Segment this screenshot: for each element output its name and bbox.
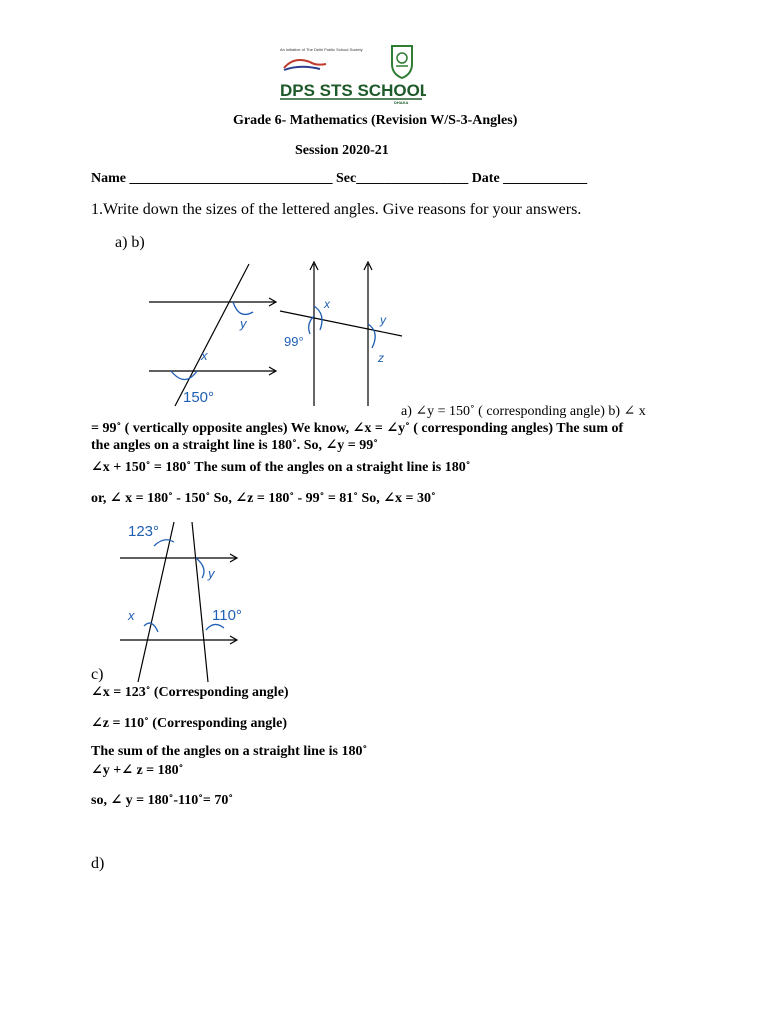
- figure-b-label-y: y: [380, 313, 386, 327]
- part-c-label: c): [91, 666, 104, 683]
- school-logo: [276, 42, 426, 104]
- figure-b-label-z: z: [378, 351, 384, 365]
- figure-b-diagram: [278, 258, 403, 410]
- answer-line-4: ∠x + 150˚ = 180˚ The sum of the angles on a straight line is 180˚: [91, 460, 471, 475]
- part-c-line-4: ∠y +∠ z = 180˚: [91, 763, 184, 778]
- figure-c-label-y: y: [208, 566, 215, 581]
- session-label: Session 2020-21: [295, 143, 389, 158]
- answer-line-1: a) ∠y = 150˚ ( corresponding angle) b) ∠ x: [401, 404, 646, 419]
- figure-c-angle-123: 123°: [128, 523, 160, 540]
- question-1-prompt: 1.Write down the sizes of the lettered angles. Give reasons for your answers.: [91, 201, 582, 218]
- figure-c-label-x: x: [128, 608, 135, 623]
- figure-a-label-x: x: [201, 348, 208, 363]
- figure-b-angle-99: 99°: [284, 334, 304, 349]
- logo-tagline: An initiative of The Delhi Public School Society: [280, 47, 363, 52]
- worksheet-title: Grade 6- Mathematics (Revision W/S-3-Angles): [233, 113, 518, 128]
- logo-school-sub: DHAKA: [394, 100, 409, 104]
- figure-a-label-y: y: [240, 316, 247, 331]
- figure-a-diagram: [145, 260, 280, 410]
- crest-icon: [392, 46, 412, 78]
- part-c-line-2: ∠z = 110˚ (Corresponding angle): [91, 716, 288, 731]
- part-c-line-3: The sum of the angles on a straight line is 180˚: [91, 744, 368, 759]
- answer-line-2: = 99˚ ( vertically opposite angles) We know, ∠x = ∠y˚ ( corresponding angles) The sum of: [91, 421, 624, 436]
- part-c-line-1: ∠x = 123˚ (Corresponding angle): [91, 685, 289, 700]
- parts-ab-label: a) b): [115, 234, 145, 251]
- answer-line-5: or, ∠ x = 180˚ - 150˚ So, ∠z = 180˚ - 99˚ = 81˚ So, ∠x = 30˚: [91, 491, 436, 506]
- part-c-line-5: so, ∠ y = 180˚-110˚= 70˚: [91, 793, 234, 808]
- figure-a-angle-150: 150°: [183, 389, 215, 406]
- answer-line-3: the angles on a straight line is 180˚. So, ∠y = 99˚: [91, 438, 378, 453]
- figure-c-diagram: [118, 516, 243, 684]
- figure-b-label-x: x: [324, 297, 330, 311]
- part-d-label: d): [91, 855, 105, 872]
- logo-school-name: DPS STS SCHOOL: [280, 81, 426, 100]
- name-sec-date-line: Name _____________________________ Sec________________ Date ____________: [91, 171, 588, 186]
- figure-c-angle-110: 110°: [212, 607, 242, 624]
